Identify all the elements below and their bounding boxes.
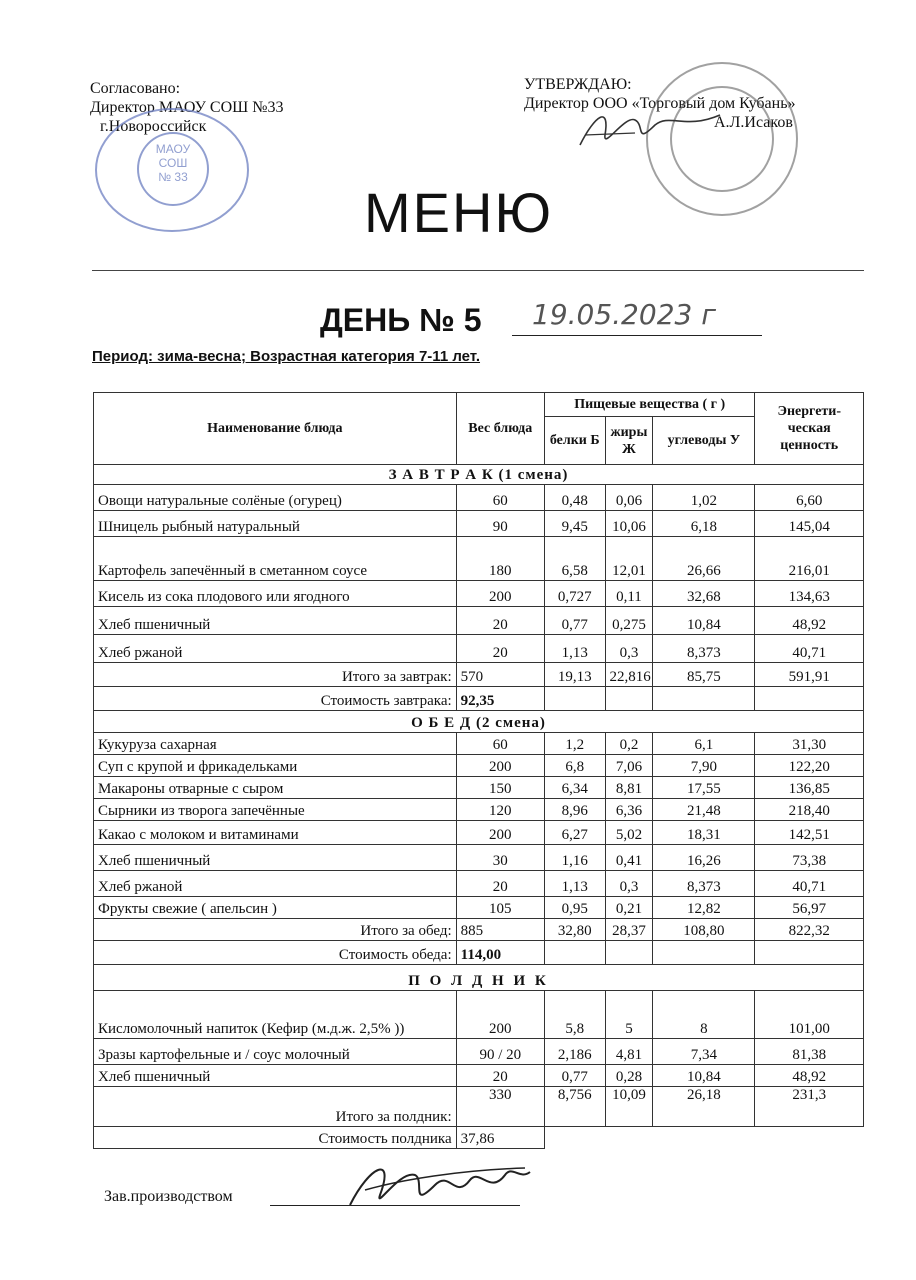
- cell-name: Макароны отварные с сыром: [94, 777, 457, 799]
- cell-protein: 6,34: [544, 777, 605, 799]
- table-row: [94, 821, 864, 845]
- cell-carbs: 18,31: [653, 821, 755, 845]
- cell-fat: 6,36: [605, 799, 653, 821]
- cell-weight: 90: [456, 511, 544, 537]
- table-row: [94, 991, 864, 1039]
- total-weight: 330: [456, 1087, 544, 1127]
- header-energy: Энергети-ческая ценность: [755, 393, 864, 465]
- cell-energy: 134,63: [755, 581, 864, 607]
- total-protein: 19,13: [544, 663, 605, 687]
- table-row: [94, 897, 864, 919]
- header-name: Наименование блюда: [94, 393, 457, 465]
- cell-energy: 40,71: [755, 871, 864, 897]
- cell-carbs: 8,373: [653, 635, 755, 663]
- table-row: [94, 485, 864, 511]
- cell-protein: 0,48: [544, 485, 605, 511]
- table-row: [94, 581, 864, 607]
- table-row: [94, 799, 864, 821]
- cell-weight: 200: [456, 755, 544, 777]
- cell-carbs: 8,373: [653, 871, 755, 897]
- cell-name: Сырники из творога запечённые: [94, 799, 457, 821]
- cell-protein: 0,95: [544, 897, 605, 919]
- cell-energy: 101,00: [755, 991, 864, 1039]
- total-label: Итого за завтрак:: [94, 663, 457, 687]
- cell-fat: 8,81: [605, 777, 653, 799]
- stamp-center-line2: СОШ: [158, 156, 188, 170]
- stamp-center-line3: № 33: [158, 170, 188, 184]
- header-weight: Вес блюда: [456, 393, 544, 465]
- cell-carbs: 26,66: [653, 537, 755, 581]
- cell-weight: 200: [456, 581, 544, 607]
- cell-name: Картофель запечённый в сметанном соусе: [94, 537, 457, 581]
- cell-name: Какао с молоком и витаминами: [94, 821, 457, 845]
- cell-protein: 2,186: [544, 1039, 605, 1065]
- cell-fat: 0,28: [605, 1065, 653, 1087]
- school-stamp: [95, 108, 249, 232]
- cell-weight: 20: [456, 635, 544, 663]
- director-signature: [575, 95, 725, 155]
- total-protein: 32,80: [544, 919, 605, 941]
- day-date: 19.05.2023 г: [532, 298, 716, 331]
- cell-weight: 60: [456, 733, 544, 755]
- approval-right-line2: Директор ООО «Торговый дом Кубань»: [524, 95, 796, 112]
- cell-weight: 200: [456, 821, 544, 845]
- cell-fat: 4,81: [605, 1039, 653, 1065]
- cell-name: Кисломолочный напиток (Кефир (м.д.ж. 2,5% )): [94, 991, 457, 1039]
- cell-energy: 142,51: [755, 821, 864, 845]
- cell-energy: 122,20: [755, 755, 864, 777]
- total-carbs: 26,18: [653, 1087, 755, 1127]
- total-carbs: 108,80: [653, 919, 755, 941]
- cell-carbs: 1,02: [653, 485, 755, 511]
- cell-protein: 8,96: [544, 799, 605, 821]
- day-label: ДЕНЬ № 5: [320, 302, 482, 338]
- table-row: [94, 845, 864, 871]
- total-energy: 231,3: [755, 1087, 864, 1127]
- table-row: [94, 871, 864, 897]
- cell-carbs: 21,48: [653, 799, 755, 821]
- cell-protein: 6,58: [544, 537, 605, 581]
- cost-value: 37,86: [456, 1127, 544, 1149]
- table-row: [94, 777, 864, 799]
- section-snack: П О Л Д Н И К: [94, 965, 864, 991]
- cost-value: 114,00: [456, 941, 544, 965]
- cell-protein: 1,13: [544, 635, 605, 663]
- cost-row: [94, 941, 864, 965]
- cell-protein: 6,8: [544, 755, 605, 777]
- cell-carbs: 16,26: [653, 845, 755, 871]
- cell-energy: 73,38: [755, 845, 864, 871]
- cell-carbs: 7,34: [653, 1039, 755, 1065]
- approval-right-line1: УТВЕРЖДАЮ:: [524, 76, 632, 93]
- cost-value: 92,35: [456, 687, 544, 711]
- cost-label: Стоимость полдника: [94, 1127, 457, 1149]
- header-fat: жиры Ж: [605, 417, 653, 465]
- header-protein: белки Б: [544, 417, 605, 465]
- table-row: [94, 1065, 864, 1087]
- cell-weight: 180: [456, 537, 544, 581]
- cell-name: Зразы картофельные и / соус молочный: [94, 1039, 457, 1065]
- cell-fat: 10,06: [605, 511, 653, 537]
- total-weight: 885: [456, 919, 544, 941]
- cell-weight: 20: [456, 607, 544, 635]
- approval-left-line1: Согласовано:: [90, 80, 181, 97]
- cell-protein: 1,2: [544, 733, 605, 755]
- total-weight: 570: [456, 663, 544, 687]
- cell-fat: 0,3: [605, 635, 653, 663]
- cell-energy: 48,92: [755, 1065, 864, 1087]
- footer-label: Зав.производством: [104, 1188, 233, 1205]
- cell-weight: 20: [456, 1065, 544, 1087]
- period-line: Период: зима-весна; Возрастная категория 7-11 лет.: [92, 348, 481, 365]
- cell-protein: 0,727: [544, 581, 605, 607]
- cell-energy: 48,92: [755, 607, 864, 635]
- cell-fat: 12,01: [605, 537, 653, 581]
- cell-carbs: 8: [653, 991, 755, 1039]
- total-label: Итого за обед:: [94, 919, 457, 941]
- table-row: [94, 607, 864, 635]
- header-carbs: углеводы У: [653, 417, 755, 465]
- cell-fat: 0,11: [605, 581, 653, 607]
- cell-energy: 145,04: [755, 511, 864, 537]
- cell-weight: 90 / 20: [456, 1039, 544, 1065]
- table-row: [94, 755, 864, 777]
- cell-carbs: 6,1: [653, 733, 755, 755]
- cell-protein: 9,45: [544, 511, 605, 537]
- total-row: [94, 919, 864, 941]
- date-underline: [512, 335, 762, 336]
- table-row: [94, 537, 864, 581]
- cell-protein: 0,77: [544, 1065, 605, 1087]
- cell-weight: 120: [456, 799, 544, 821]
- section-breakfast: З А В Т Р А К (1 смена): [94, 465, 864, 485]
- cell-energy: 81,38: [755, 1039, 864, 1065]
- cell-fat: 7,06: [605, 755, 653, 777]
- cell-protein: 1,13: [544, 871, 605, 897]
- total-fat: 22,816: [605, 663, 653, 687]
- cell-protein: 0,77: [544, 607, 605, 635]
- cell-energy: 218,40: [755, 799, 864, 821]
- cell-fat: 5,02: [605, 821, 653, 845]
- approval-left-line3: г.Новороссийск: [100, 118, 207, 135]
- cell-carbs: 7,90: [653, 755, 755, 777]
- cell-energy: 136,85: [755, 777, 864, 799]
- cell-name: Хлеб пшеничный: [94, 845, 457, 871]
- cell-energy: 216,01: [755, 537, 864, 581]
- cell-carbs: 10,84: [653, 1065, 755, 1087]
- cell-fat: 0,275: [605, 607, 653, 635]
- table-row: [94, 635, 864, 663]
- cell-energy: 56,97: [755, 897, 864, 919]
- total-row: [94, 663, 864, 687]
- cell-weight: 200: [456, 991, 544, 1039]
- cost-row: [94, 1127, 864, 1149]
- total-protein: 8,756: [544, 1087, 605, 1127]
- cell-carbs: 12,82: [653, 897, 755, 919]
- cell-fat: 0,41: [605, 845, 653, 871]
- cell-weight: 60: [456, 485, 544, 511]
- cell-weight: 20: [456, 871, 544, 897]
- cell-name: Овощи натуральные солёные (огурец): [94, 485, 457, 511]
- total-fat: 28,37: [605, 919, 653, 941]
- manager-signature: [340, 1150, 540, 1230]
- total-energy: 591,91: [755, 663, 864, 687]
- cell-fat: 0,21: [605, 897, 653, 919]
- table-row: [94, 1039, 864, 1065]
- total-energy: 822,32: [755, 919, 864, 941]
- cell-protein: 5,8: [544, 991, 605, 1039]
- cell-name: Кисель из сока плодового или ягодного: [94, 581, 457, 607]
- cell-carbs: 10,84: [653, 607, 755, 635]
- title-divider: [92, 270, 864, 271]
- cell-name: Хлеб пшеничный: [94, 607, 457, 635]
- total-label: Итого за полдник:: [94, 1087, 457, 1127]
- cell-name: Хлеб ржаной: [94, 871, 457, 897]
- cost-label: Стоимость завтрака:: [94, 687, 457, 711]
- total-row: [94, 1087, 864, 1127]
- cell-weight: 150: [456, 777, 544, 799]
- cell-fat: 0,2: [605, 733, 653, 755]
- page-title: МЕНЮ: [364, 181, 554, 244]
- cell-energy: 31,30: [755, 733, 864, 755]
- cell-protein: 6,27: [544, 821, 605, 845]
- cell-protein: 1,16: [544, 845, 605, 871]
- cell-fat: 0,06: [605, 485, 653, 511]
- cell-name: Хлеб пшеничный: [94, 1065, 457, 1087]
- cell-weight: 30: [456, 845, 544, 871]
- cell-weight: 105: [456, 897, 544, 919]
- stamp-center-line1: МАОУ: [155, 142, 191, 156]
- cell-name: Шницель рыбный натуральный: [94, 511, 457, 537]
- cell-name: Фрукты свежие ( апельсин ): [94, 897, 457, 919]
- cell-name: Хлеб ржаной: [94, 635, 457, 663]
- cost-row: [94, 687, 864, 711]
- total-carbs: 85,75: [653, 663, 755, 687]
- header-nutrients: Пищевые вещества ( г ): [544, 393, 755, 417]
- approval-left-line2: Директор МАОУ СОШ №33: [90, 99, 284, 116]
- table-row: [94, 511, 864, 537]
- cell-name: Кукуруза сахарная: [94, 733, 457, 755]
- cell-carbs: 6,18: [653, 511, 755, 537]
- cost-label: Стоимость обеда:: [94, 941, 457, 965]
- cell-fat: 0,3: [605, 871, 653, 897]
- approval-right-line3: А.Л.Исаков: [714, 114, 793, 131]
- cell-carbs: 32,68: [653, 581, 755, 607]
- menu-table: [93, 392, 864, 1149]
- section-lunch: О Б Е Д (2 смена): [94, 711, 864, 733]
- cell-energy: 40,71: [755, 635, 864, 663]
- cell-carbs: 17,55: [653, 777, 755, 799]
- total-fat: 10,09: [605, 1087, 653, 1127]
- cell-name: Суп с крупой и фрикадельками: [94, 755, 457, 777]
- cell-fat: 5: [605, 991, 653, 1039]
- cell-energy: 6,60: [755, 485, 864, 511]
- table-row: [94, 733, 864, 755]
